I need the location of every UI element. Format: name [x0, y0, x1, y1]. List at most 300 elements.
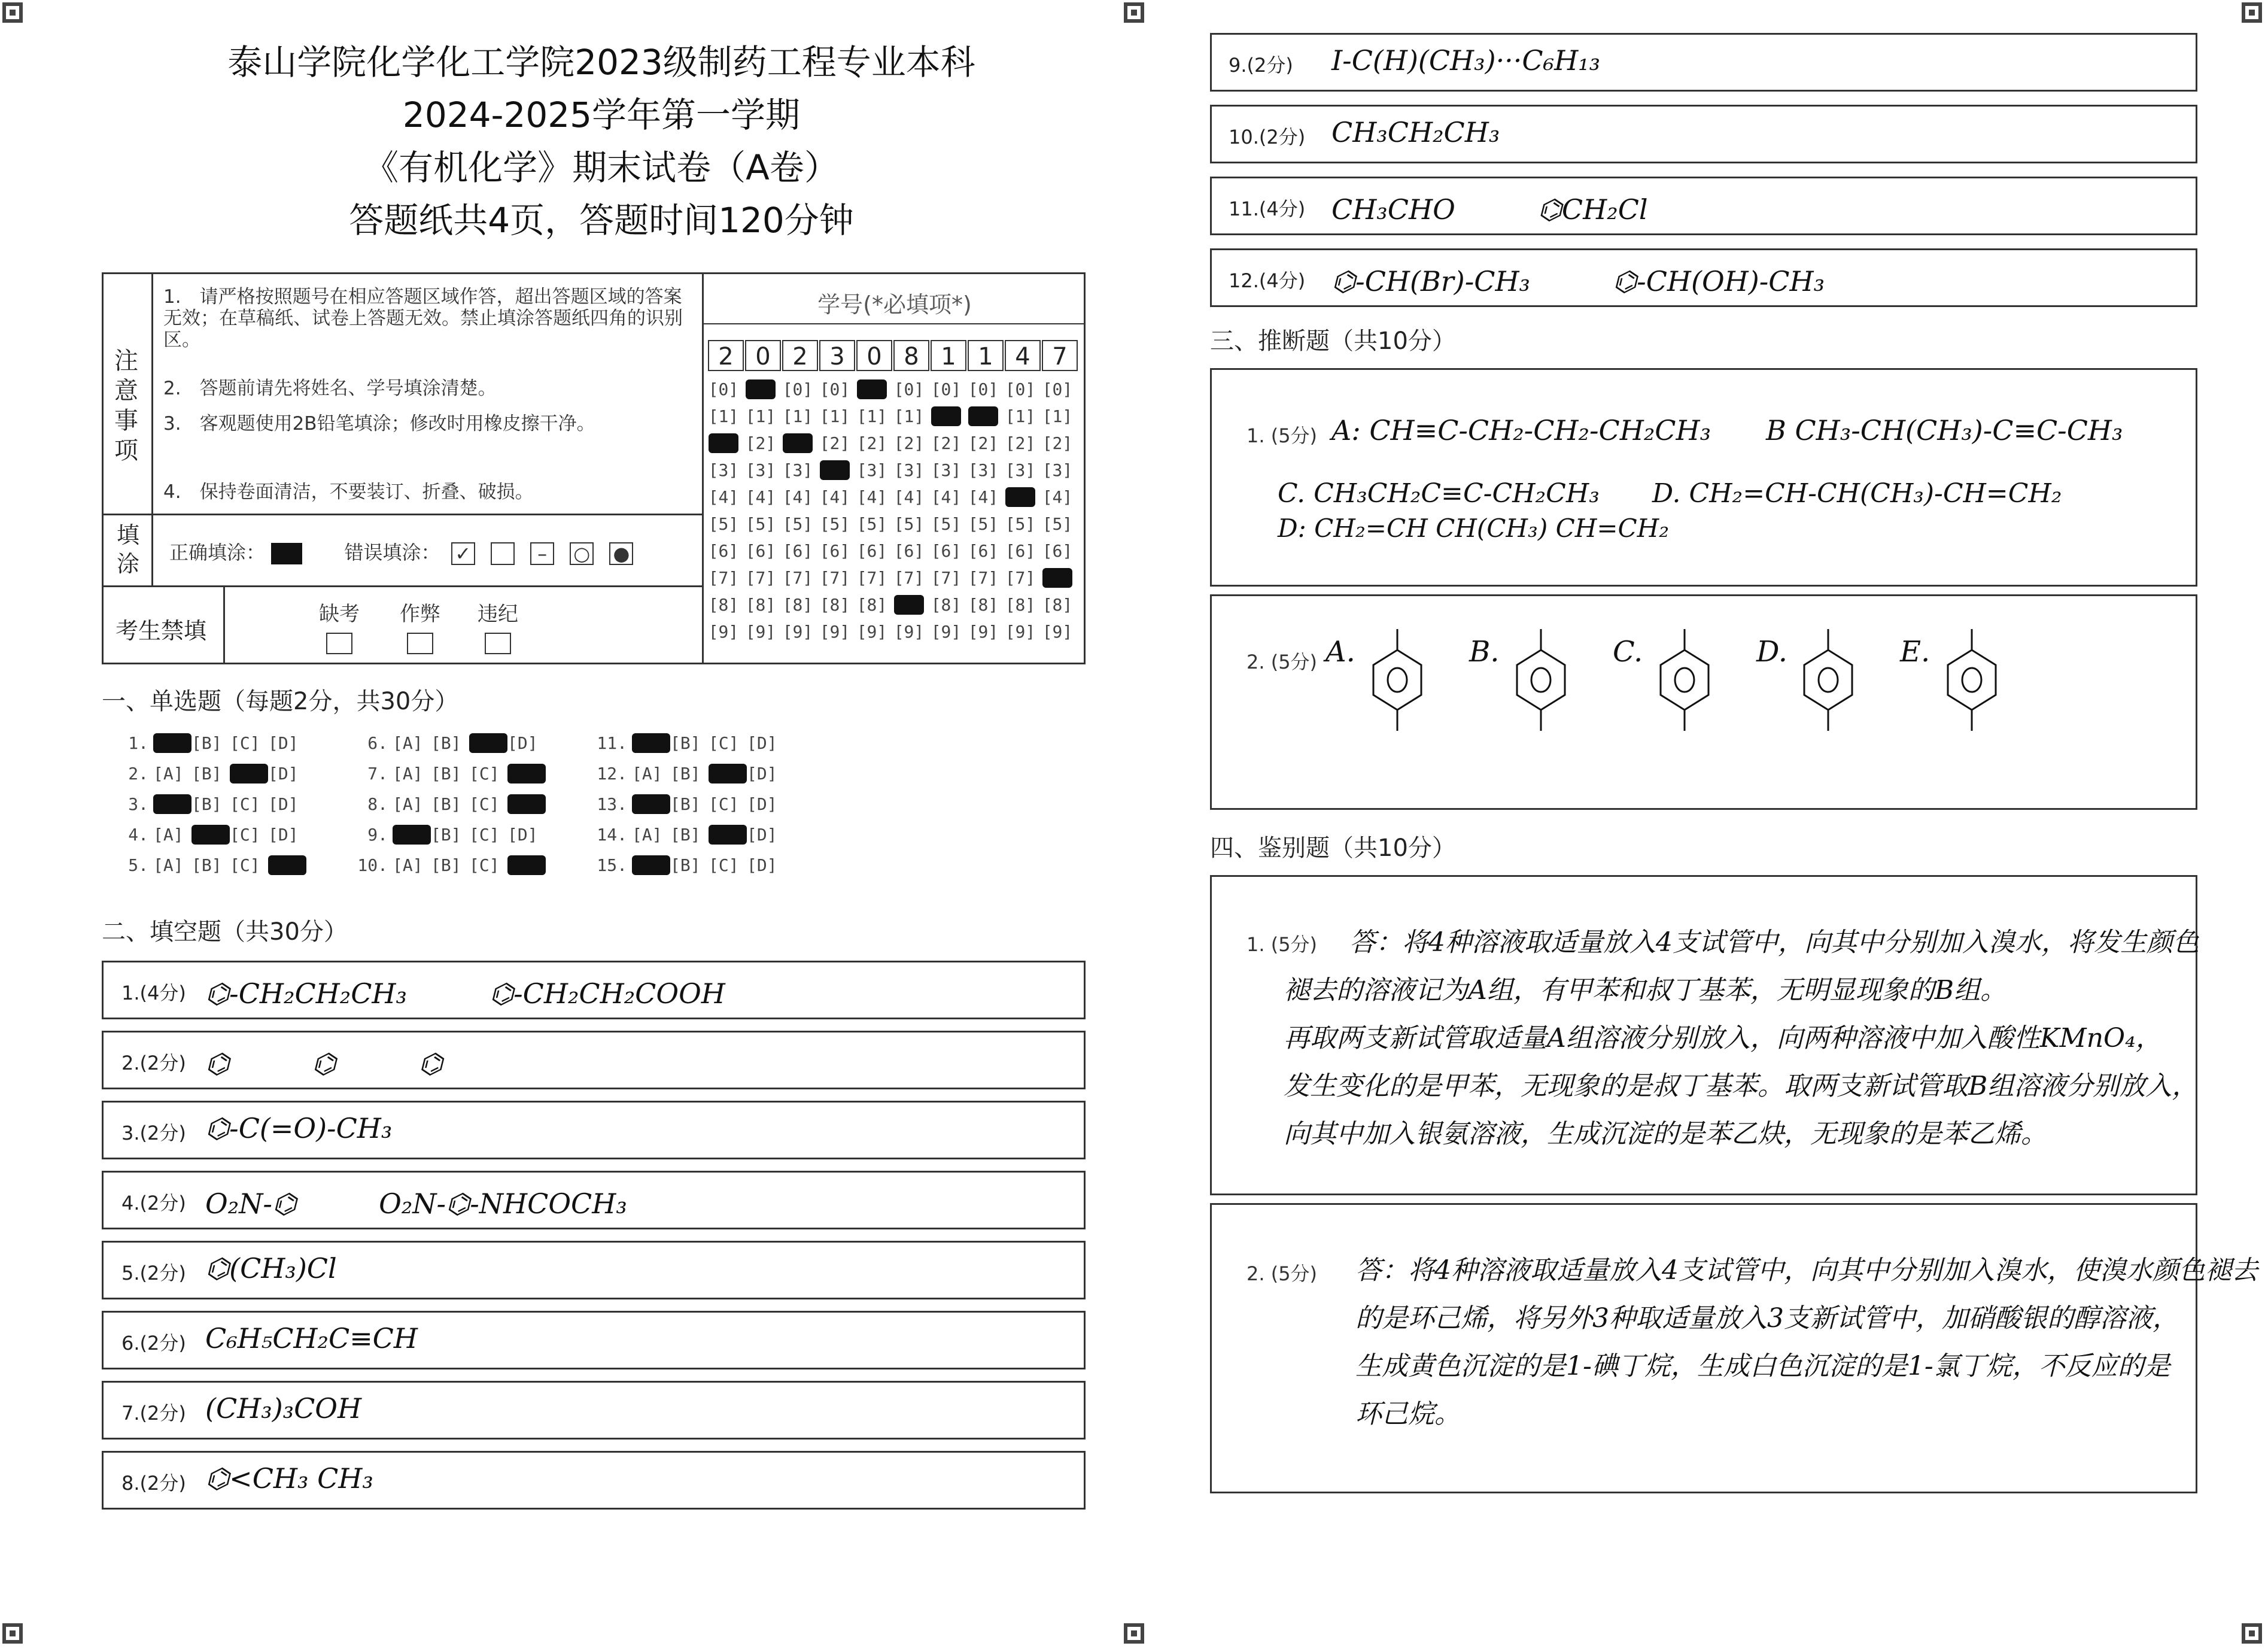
wrong-fill-label: 错误填涂： — [344, 541, 440, 564]
mcq-option-bubble[interactable]: [B] — [431, 855, 461, 875]
student-id-bubble[interactable]: [4] — [1042, 487, 1073, 507]
student-id-bubble[interactable]: [2] — [856, 433, 887, 453]
student-id-bubble[interactable]: [6] — [819, 541, 850, 561]
student-id-bubble[interactable]: [0] — [931, 379, 962, 399]
student-id-bubble[interactable]: [5] — [745, 514, 776, 534]
benzene-ring-icon — [1927, 608, 2017, 764]
fill-question-box — [1210, 248, 2197, 307]
mcq-question-number: 3. — [128, 794, 148, 814]
header-line1: 泰山学院化学化工学院2023级制药工程专业本科 — [227, 42, 975, 83]
mcq-option-bubble[interactable]: [D] — [268, 764, 299, 783]
student-id-bubble[interactable]: [0] — [819, 379, 850, 399]
student-id-bubble[interactable]: [1] — [782, 406, 813, 426]
structure-letter: A. — [1325, 635, 1355, 669]
fill-question-box — [102, 1381, 1086, 1440]
fill-question-label: 9.(2分) — [1229, 54, 1293, 77]
mcq-question-number: 7. — [367, 764, 388, 783]
aromatic-circle — [1962, 668, 1981, 692]
student-id-bubble[interactable]: [1] — [856, 406, 887, 426]
mcq-question-row — [114, 764, 306, 783]
inference-q1-label: 1. (5分) — [1247, 424, 1318, 447]
student-id-bubble[interactable]: [4] — [708, 487, 739, 507]
benzene-ring-icon — [1496, 608, 1586, 764]
cheat-label: 作弊 — [400, 602, 440, 626]
fill-question-box — [102, 1311, 1086, 1369]
identify-q1-line: 向其中加入银氨溶液，生成沉淀的是苯乙炔，无现象的是苯乙烯。 — [1284, 1119, 2047, 1149]
mcq-option-bubble[interactable]: [C] — [709, 825, 747, 845]
mcq-option-bubble[interactable]: [A] — [632, 825, 662, 845]
identify-q1-box — [1210, 875, 2197, 1195]
mcq-question-row — [592, 794, 785, 814]
mcq-question-number: 12. — [597, 764, 627, 783]
mcq-option-bubble[interactable]: [A] — [153, 733, 191, 753]
student-id-bubble[interactable]: [2] — [745, 433, 776, 453]
fill-label: 填涂 — [117, 522, 140, 577]
section4-title: 四、鉴别题（共10分） — [1210, 834, 1456, 862]
student-id-bubble[interactable]: [6] — [856, 541, 887, 561]
mcq-option-bubble[interactable]: [C] — [230, 794, 260, 814]
structure-letter: C. — [1613, 635, 1643, 669]
benzene-ring — [1804, 650, 1852, 710]
student-id-bubble[interactable]: [9] — [1005, 622, 1036, 642]
identify-q2-line: 答：将4种溶液取适量放入4支试管中，向其中分别加入溴水，使溴水颜色褪去 — [1355, 1255, 2258, 1286]
student-id-bubble[interactable]: [9] — [1042, 622, 1073, 642]
student-id-column[interactable] — [745, 376, 776, 645]
student-id-bubble[interactable]: [0] — [1042, 379, 1073, 399]
mcq-option-bubble[interactable]: [A] — [153, 855, 184, 875]
fill-question-box — [102, 1241, 1086, 1299]
mcq-option-bubble[interactable]: [B] — [191, 794, 222, 814]
student-id-bubble[interactable]: [7] — [782, 568, 813, 588]
mcq-question-row — [114, 825, 306, 845]
fill-question-label: 3.(2分) — [121, 1122, 186, 1144]
student-id-bubble[interactable]: [3] — [968, 460, 999, 480]
fill-question-answer: O₂N-⌬ O₂N-⌬-NHCOCH₃ — [205, 1188, 627, 1220]
student-id-bubble[interactable]: [6] — [1005, 541, 1036, 561]
notice-item-3: 3. 客观题使用2B铅笔填涂；修改时用橡皮擦干净。 — [163, 413, 595, 435]
student-id-bubble[interactable]: [0] — [968, 379, 999, 399]
mcq-question-row — [353, 733, 546, 753]
aromatic-circle — [1819, 668, 1838, 692]
fill-question-label: 8.(2分) — [121, 1472, 186, 1495]
student-id-bubble[interactable]: [9] — [931, 622, 962, 642]
student-id-bubble[interactable]: [4] — [931, 487, 962, 507]
forbid-label: 考生禁填 — [115, 618, 207, 644]
identify-q2-line: 环己烷。 — [1355, 1399, 1461, 1429]
mcq-option-bubble[interactable]: [D] — [268, 794, 299, 814]
mcq-option-bubble[interactable]: [B] — [431, 733, 461, 753]
student-id-bubble[interactable]: [2] — [708, 433, 739, 453]
mcq-option-bubble[interactable]: [D] — [268, 855, 306, 875]
corner-mark-bl — [2, 1623, 23, 1644]
student-id-bubble[interactable]: [3] — [893, 460, 925, 480]
student-id-bubble[interactable]: [7] — [745, 568, 776, 588]
student-id-column[interactable] — [1042, 376, 1073, 645]
mcq-option-bubble[interactable]: [D] — [747, 855, 777, 875]
section3-title: 三、推断题（共10分） — [1210, 327, 1456, 355]
student-id-bubble[interactable]: [0] — [782, 379, 813, 399]
mcq-option-bubble[interactable]: [B] — [670, 764, 701, 783]
fill-question-label: 10.(2分) — [1229, 126, 1306, 148]
student-id-bubble[interactable]: [6] — [931, 541, 962, 561]
mcq-option-bubble[interactable]: [A] — [632, 733, 670, 753]
student-id-bubble[interactable]: [8] — [1042, 595, 1073, 615]
fill-question-answer: (CH₃)₃COH — [205, 1392, 362, 1425]
structure-letter: B. — [1469, 635, 1500, 669]
student-id-bubble[interactable]: [9] — [968, 622, 999, 642]
mcq-option-bubble[interactable]: [C] — [469, 855, 500, 875]
fill-question-box — [1210, 105, 2197, 163]
mcq-option-bubble[interactable]: [B] — [431, 794, 461, 814]
student-id-bubble[interactable]: [6] — [1042, 541, 1073, 561]
fill-question-box — [1210, 177, 2197, 235]
mcq-option-bubble[interactable]: [D] — [747, 764, 777, 783]
header-line4: 答题纸共4页，答题时间120分钟 — [349, 200, 854, 241]
mcq-option-bubble[interactable]: [A] — [632, 764, 662, 783]
benzene-ring — [1373, 650, 1421, 710]
corner-mark-br — [2242, 1623, 2262, 1644]
student-id-digit: 7 — [1042, 340, 1078, 371]
mcq-question-number: 9. — [367, 825, 388, 845]
fill-question-answer: ⌬-CH(Br)-CH₃ ⌬-CH(OH)-CH₃ — [1331, 265, 1825, 297]
inference-q1-line2: C. CH₃CH₂C≡C-CH₂CH₃ D. CH₂=CH-CH(CH₃)-CH=CH₂ — [1278, 478, 2062, 509]
student-id-bubble[interactable]: [8] — [893, 595, 925, 615]
student-id-bubble[interactable]: [6] — [893, 541, 925, 561]
section1-title: 一、单选题（每题2分，共30分） — [102, 688, 459, 715]
student-id-bubble[interactable]: [5] — [968, 514, 999, 534]
student-id-digit: 2 — [708, 340, 744, 371]
mcq-option-bubble[interactable]: [B] — [431, 764, 461, 783]
mcq-option-bubble[interactable]: [C] — [230, 733, 260, 753]
student-id-bubble[interactable]: [2] — [968, 433, 999, 453]
mcq-option-bubble[interactable]: [B] — [670, 733, 701, 753]
mcq-option-bubble[interactable]: [B] — [670, 825, 701, 845]
benzene-ring-icon — [1352, 608, 1442, 764]
fill-question-label: 12.(4分) — [1229, 269, 1306, 292]
corner-mark-tc — [1124, 2, 1144, 23]
fill-question-box — [1210, 33, 2197, 92]
mcq-option-bubble[interactable]: [C] — [230, 764, 268, 783]
student-id-digit: 2 — [782, 340, 818, 371]
student-id-bubble[interactable]: [3] — [931, 460, 962, 480]
student-id-bubble[interactable]: [7] — [931, 568, 962, 588]
mcq-option-bubble[interactable]: [A] — [393, 764, 423, 783]
mcq-option-bubble[interactable]: [A] — [393, 733, 423, 753]
mcq-question-number: 2. — [128, 764, 148, 783]
student-id-bubble[interactable]: [4] — [893, 487, 925, 507]
identify-q1-line: 再取两支新试管取适量A组溶液分别放入，向两种溶液中加入酸性KMnO₄， — [1284, 1023, 2162, 1053]
fill-question-answer: ⌬<CH₃ CH₃ — [205, 1462, 373, 1495]
mcq-option-bubble[interactable]: [A] — [393, 794, 423, 814]
mcq-option-bubble[interactable]: [A] — [393, 825, 431, 845]
student-id-bubble[interactable]: [5] — [893, 514, 925, 534]
inference-q2-label: 2. (5分) — [1247, 651, 1318, 673]
student-id-bubble[interactable]: [7] — [1005, 568, 1036, 588]
wrong-fill-circle: ○ — [570, 542, 594, 565]
mcq-option-bubble[interactable]: [B] — [670, 855, 701, 875]
benzene-ring — [1948, 650, 1996, 710]
mcq-option-bubble[interactable]: [D] — [747, 794, 777, 814]
mcq-question-row — [353, 825, 546, 845]
fill-question-box — [102, 1031, 1086, 1089]
mcq-option-bubble[interactable]: [B] — [670, 794, 701, 814]
mcq-option-bubble[interactable]: [C] — [709, 794, 739, 814]
student-id-bubble[interactable]: [2] — [1005, 433, 1036, 453]
student-id-bubble[interactable]: [9] — [819, 622, 850, 642]
student-id-bubble[interactable]: [7] — [708, 568, 739, 588]
absent-label: 缺考 — [319, 602, 360, 626]
fill-question-answer: ⌬-CH₂CH₂CH₃ ⌬-CH₂CH₂COOH — [205, 977, 725, 1010]
student-id-bubble[interactable]: [7] — [968, 568, 999, 588]
student-id-bubble[interactable]: [7] — [819, 568, 850, 588]
aromatic-circle — [1531, 668, 1550, 692]
violation-checkbox[interactable] — [485, 633, 511, 654]
student-id-bubble[interactable]: [1] — [968, 406, 999, 426]
student-id-bubble[interactable]: [7] — [1042, 568, 1073, 588]
student-id-bubble[interactable]: [9] — [893, 622, 925, 642]
aromatic-circle — [1675, 668, 1694, 692]
student-id-bubble[interactable]: [6] — [708, 541, 739, 561]
student-id-bubble[interactable]: [3] — [1005, 460, 1036, 480]
mcq-option-bubble[interactable]: [C] — [230, 825, 260, 845]
student-id-bubble[interactable]: [8] — [708, 595, 739, 615]
fill-question-answer: ⌬ ⌬ ⌬ — [205, 1047, 443, 1080]
mcq-question-number: 5. — [128, 855, 148, 875]
student-id-bubble[interactable]: [9] — [708, 622, 739, 642]
mcq-question-row — [353, 855, 546, 875]
notice-item-1: 1. 请严格按照题号在相应答题区域作答，超出答题区域的答案无效；在草稿纸、试卷上答题无效。禁止填涂答题纸四角的识别区。 — [163, 286, 683, 351]
student-id-bubble[interactable]: [8] — [745, 595, 776, 615]
student-id-bubble[interactable]: [1] — [819, 406, 850, 426]
student-id-bubble[interactable]: [0] — [708, 379, 739, 399]
student-id-bubble[interactable]: [1] — [1005, 406, 1036, 426]
mcq-question-number: 6. — [367, 733, 388, 753]
student-id-bubble[interactable]: [8] — [782, 595, 813, 615]
mcq-question-number: 10. — [357, 855, 388, 875]
benzene-ring-icon — [1783, 608, 1873, 764]
mcq-option-bubble[interactable]: [C] — [709, 855, 739, 875]
student-id-bubble[interactable]: [8] — [856, 595, 887, 615]
wrong-fill-check: ✓ — [451, 542, 475, 565]
student-id-bubble[interactable]: [5] — [819, 514, 850, 534]
student-id-digit: 1 — [968, 340, 1004, 371]
student-id-bubble[interactable]: [2] — [819, 433, 850, 453]
student-id-bubble[interactable]: [5] — [1005, 514, 1036, 534]
mcq-option-bubble[interactable]: [C] — [709, 764, 747, 783]
mcq-question-row — [592, 825, 785, 845]
corner-mark-tl — [2, 2, 23, 23]
mcq-option-bubble[interactable]: [D] — [268, 825, 299, 845]
student-id-bubble[interactable]: [2] — [931, 433, 962, 453]
cheat-checkbox[interactable] — [407, 633, 433, 654]
student-id-bubble[interactable]: [8] — [931, 595, 962, 615]
aromatic-circle — [1388, 668, 1407, 692]
student-id-bubble[interactable]: [6] — [968, 541, 999, 561]
mcq-option-bubble[interactable]: [A] — [632, 855, 670, 875]
student-id-bubble[interactable]: [3] — [782, 460, 813, 480]
fill-question-box — [102, 1101, 1086, 1159]
benzene-ring — [1517, 650, 1565, 710]
fill-question-label: 2.(2分) — [121, 1052, 186, 1074]
student-id-column[interactable] — [708, 376, 739, 645]
student-id-bubble[interactable]: [1] — [931, 406, 962, 426]
correct-fill-label: 正确填涂： — [169, 541, 266, 564]
mcq-option-bubble[interactable]: [A] — [153, 825, 184, 845]
student-id-bubble[interactable]: [3] — [856, 460, 887, 480]
mcq-option-bubble[interactable]: [B] — [191, 733, 222, 753]
benzene-ring-icon — [1640, 608, 1729, 764]
student-id-column[interactable] — [893, 376, 925, 645]
student-id-bubble[interactable]: [6] — [745, 541, 776, 561]
mcq-option-bubble[interactable]: [C] — [469, 764, 500, 783]
student-id-bubble[interactable]: [8] — [819, 595, 850, 615]
student-id-bubble[interactable]: [3] — [745, 460, 776, 480]
student-id-bubble[interactable]: [2] — [782, 433, 813, 453]
student-id-bubble[interactable]: [2] — [1042, 433, 1073, 453]
mcq-question-number: 1. — [128, 733, 148, 753]
student-id-bubble[interactable]: [3] — [708, 460, 739, 480]
student-id-bubble[interactable]: [5] — [782, 514, 813, 534]
identify-q1-line: 褪去的溶液记为A组，有甲苯和叔丁基苯，无明显现象的B组。 — [1284, 975, 2007, 1006]
mcq-option-bubble[interactable]: [B] — [191, 764, 222, 783]
mcq-option-bubble[interactable]: [B] — [191, 855, 222, 875]
student-id-bubble[interactable]: [4] — [968, 487, 999, 507]
student-id-digit: 1 — [931, 340, 966, 371]
mcq-question-row — [114, 855, 306, 875]
student-id-bubble[interactable]: [5] — [931, 514, 962, 534]
student-id-bubble[interactable]: [0] — [893, 379, 925, 399]
student-id-bubble[interactable]: [2] — [893, 433, 925, 453]
student-id-bubble[interactable]: [1] — [745, 406, 776, 426]
mcq-question-number: 8. — [367, 794, 388, 814]
identify-q1-line: 答：将4种溶液取适量放入4支试管中，向其中分别加入溴水，将发生颜色 — [1349, 927, 2199, 958]
mcq-option-bubble[interactable]: [D] — [507, 794, 546, 814]
inference-q1-line3: D: CH₂=CH CH(CH₃) CH=CH₂ — [1278, 514, 1670, 543]
student-id-column[interactable] — [782, 376, 813, 645]
fill-question-answer: ⌬(CH₃)Cl — [205, 1252, 337, 1284]
student-id-bubble[interactable]: [0] — [1005, 379, 1036, 399]
student-id-column[interactable] — [968, 376, 999, 645]
student-id-bubble[interactable]: [5] — [856, 514, 887, 534]
fill-example-row — [169, 537, 638, 565]
student-id-bubble[interactable]: [9] — [782, 622, 813, 642]
student-id-bubble[interactable]: [0] — [856, 379, 887, 399]
mcq-option-bubble[interactable]: [A] — [632, 794, 670, 814]
correct-fill-sample — [271, 543, 302, 564]
fill-question-answer: C₆H₅CH₂C≡CH — [205, 1322, 418, 1355]
student-id-bubble[interactable]: [1] — [1042, 406, 1073, 426]
student-id-bubble[interactable]: [4] — [819, 487, 850, 507]
mcq-option-bubble[interactable]: [C] — [709, 733, 739, 753]
student-id-bubble[interactable]: [8] — [968, 595, 999, 615]
student-id-bubble[interactable]: [5] — [708, 514, 739, 534]
student-id-bubble[interactable]: [7] — [856, 568, 887, 588]
identify-q2-line: 的是环己烯，将另外3种取适量放入3支新试管中，加硝酸银的醇溶液， — [1355, 1303, 2179, 1334]
mcq-question-number: 13. — [597, 794, 627, 814]
student-id-bubble[interactable]: [5] — [1042, 514, 1073, 534]
mcq-option-bubble[interactable]: [A] — [153, 794, 191, 814]
inference-q2-box — [1210, 594, 2197, 810]
wrong-fill-dot: ● — [609, 542, 633, 565]
mcq-question-row — [114, 794, 306, 814]
identify-q1-line: 发生变化的是甲苯，无现象的是叔丁基苯。取两支新试管取B组溶液分别放入， — [1284, 1071, 2199, 1101]
mcq-option-bubble[interactable]: [D] — [507, 733, 538, 753]
student-id-bubble[interactable]: [3] — [819, 460, 850, 480]
student-id-bubble[interactable]: [8] — [1005, 595, 1036, 615]
student-id-bubble[interactable]: [4] — [1005, 487, 1036, 507]
mcq-option-bubble[interactable]: [D] — [507, 764, 546, 783]
mcq-question-number: 15. — [597, 855, 627, 875]
student-id-bubble[interactable]: [7] — [893, 568, 925, 588]
absent-checkbox[interactable] — [326, 633, 352, 654]
mcq-option-bubble[interactable]: [C] — [469, 794, 500, 814]
structure-letter: D. — [1756, 635, 1788, 669]
fill-question-label: 5.(2分) — [121, 1262, 186, 1284]
fill-question-box — [102, 1451, 1086, 1510]
mcq-option-bubble[interactable]: [D] — [747, 825, 777, 845]
identify-q2-line: 生成黄色沉淀的是1-碘丁烷，生成白色沉淀的是1-氯丁烷，不反应的是 — [1355, 1351, 2170, 1381]
student-id-bubble[interactable]: [4] — [856, 487, 887, 507]
student-id-digit: 8 — [893, 340, 929, 371]
identify-q2-box — [1210, 1203, 2258, 1493]
mcq-option-bubble[interactable]: [B] — [191, 825, 230, 845]
mcq-option-bubble[interactable]: [D] — [507, 825, 538, 845]
fill-question-answer: CH₃CH₂CH₃ — [1331, 116, 1500, 148]
mcq-option-bubble[interactable]: [B] — [431, 825, 461, 845]
mcq-option-bubble[interactable]: [A] — [393, 855, 423, 875]
student-id-digit: 3 — [819, 340, 855, 371]
student-id-bubble[interactable]: [1] — [893, 406, 925, 426]
fill-question-label: 4.(2分) — [121, 1192, 186, 1214]
student-id-digit: 0 — [745, 340, 781, 371]
student-id-bubble[interactable]: [9] — [856, 622, 887, 642]
wrong-fill-dash: – — [530, 542, 554, 565]
student-id-column[interactable] — [1005, 376, 1036, 645]
fill-question-label: 7.(2分) — [121, 1402, 186, 1425]
student-id-bubble[interactable]: [3] — [1042, 460, 1073, 480]
student-id-label: 学号(*必填项*) — [817, 291, 972, 318]
mcq-question-row — [592, 764, 785, 783]
mcq-option-bubble[interactable]: [D] — [747, 733, 777, 753]
identify-q2-label: 2. (5分) — [1247, 1262, 1318, 1285]
fill-question-label: 11.(4分) — [1229, 198, 1306, 220]
student-id-bubble[interactable]: [4] — [745, 487, 776, 507]
structure-letter: E. — [1900, 635, 1930, 669]
mcq-option-bubble[interactable]: [D] — [507, 855, 546, 875]
mcq-option-bubble[interactable]: [D] — [268, 733, 299, 753]
student-id-bubble[interactable]: [9] — [745, 622, 776, 642]
student-id-bubble[interactable]: [4] — [782, 487, 813, 507]
student-id-column[interactable] — [819, 376, 850, 645]
mcq-option-bubble[interactable]: [C] — [469, 825, 500, 845]
notice-item-4: 4. 保持卷面清洁，不要装订、折叠、破损。 — [163, 481, 534, 503]
mcq-option-bubble[interactable]: [A] — [153, 764, 184, 783]
student-id-digit: 0 — [856, 340, 892, 371]
mcq-option-bubble[interactable]: [C] — [230, 855, 260, 875]
fill-question-label: 6.(2分) — [121, 1332, 186, 1355]
student-id-bubble[interactable]: [1] — [708, 406, 739, 426]
mcq-option-bubble[interactable]: [C] — [469, 733, 507, 753]
header-line3: 《有机化学》期末试卷（A卷） — [364, 147, 839, 188]
student-id-bubble[interactable]: [0] — [745, 379, 776, 399]
student-id-digit: 4 — [1005, 340, 1041, 371]
student-id-bubble[interactable]: [6] — [782, 541, 813, 561]
fill-question-answer: CH₃CHO ⌬CH₂Cl — [1331, 193, 1648, 226]
notice-label: 注意事项 — [114, 347, 138, 464]
student-id-column[interactable] — [856, 376, 887, 645]
student-id-column[interactable] — [931, 376, 962, 645]
fill-question-label: 1.(4分) — [121, 982, 186, 1004]
